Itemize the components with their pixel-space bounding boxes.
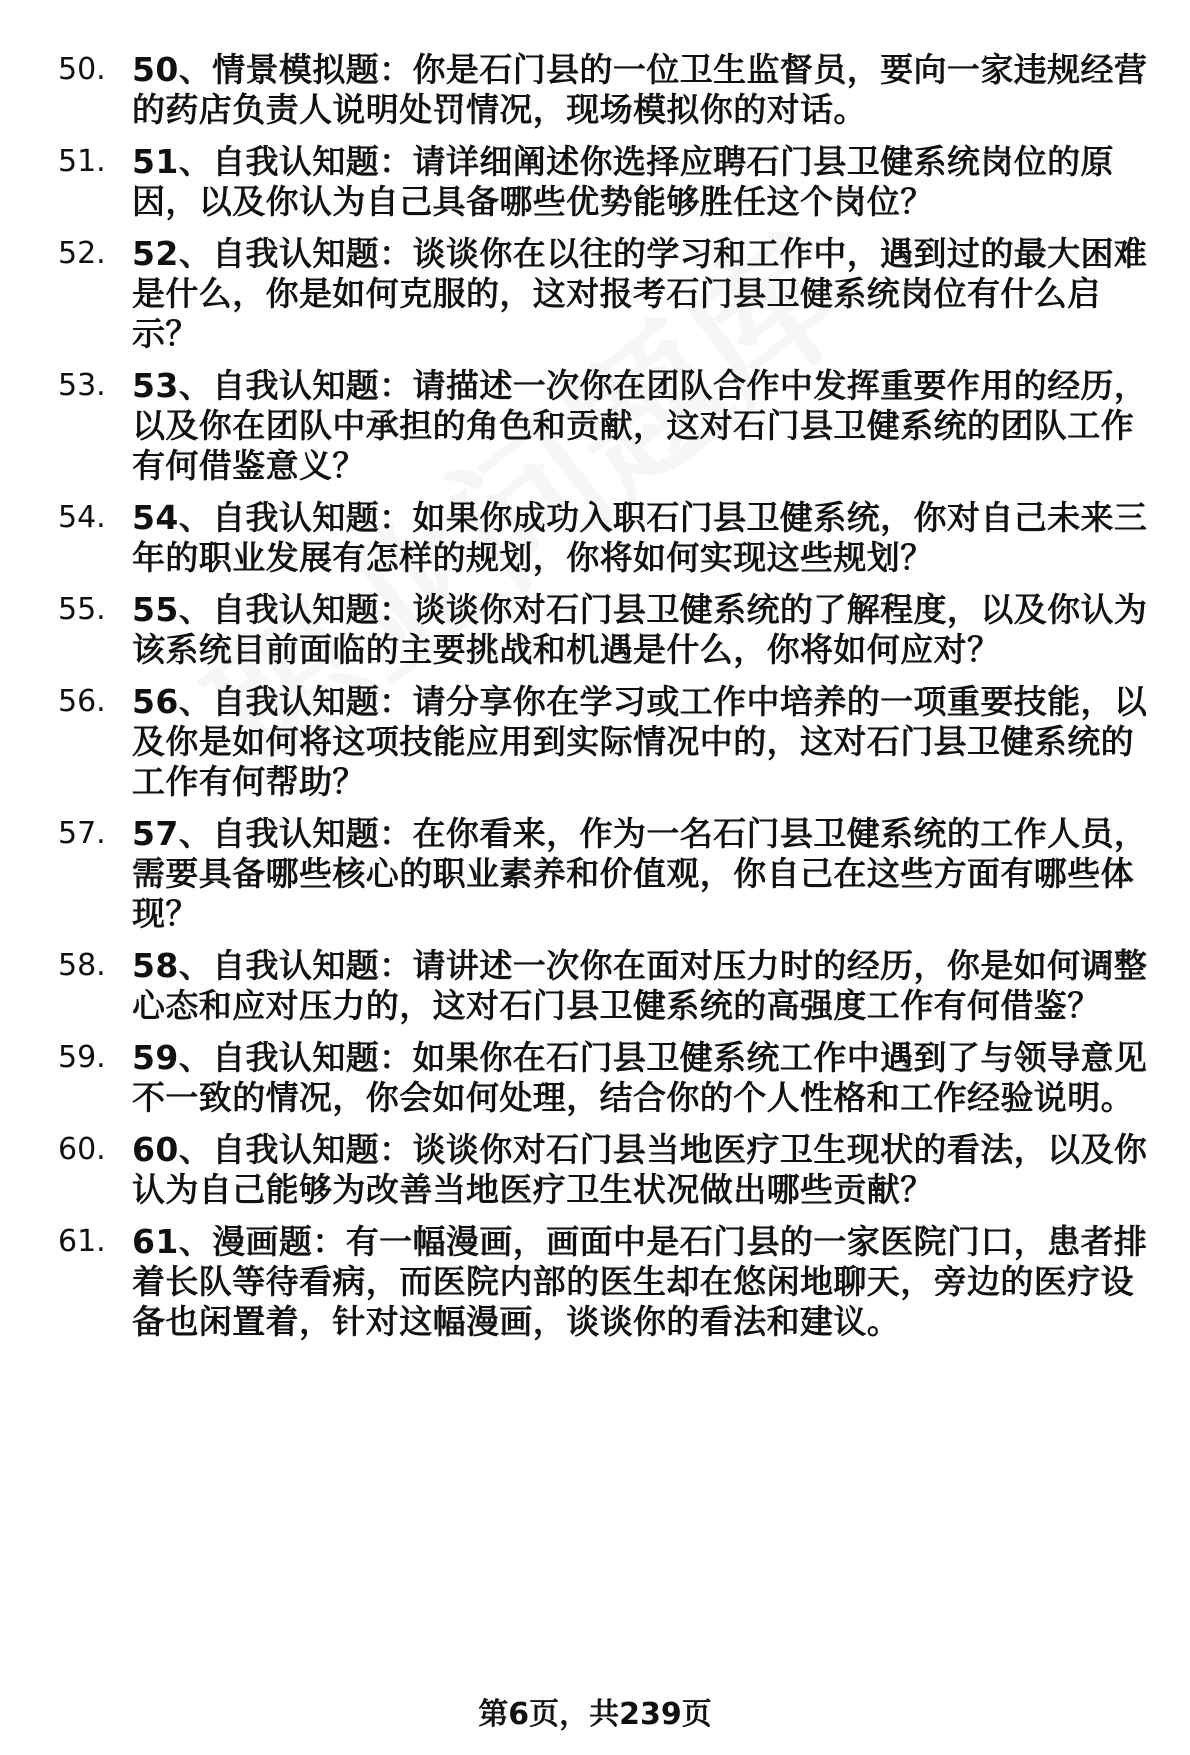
item-number: 50. (58, 52, 106, 87)
item-number: 61. (58, 1224, 106, 1259)
item-number: 52. (58, 236, 106, 271)
item-number: 55. (58, 592, 106, 627)
list-item (58, 142, 1158, 222)
question-text: 59、自我认知题：如果你在石门县卫健系统工作中遇到了与领导意见不一致的情况，你会如何处理，结合你的个人性格和工作经验说明。 (132, 1038, 1148, 1117)
list-item (58, 1222, 1158, 1342)
item-number: 56. (58, 684, 106, 719)
list-item (58, 814, 1158, 934)
question-text: 54、自我认知题：如果你成功入职石门县卫健系统，你对自己未来三年的职业发展有怎样的规划，你将如何实现这些规划？ (132, 498, 1148, 577)
question-text: 52、自我认知题：谈谈你在以往的学习和工作中，遇到过的最大困难是什么，你是如何克服的，这对报考石门县卫健系统岗位有什么启示？ (132, 234, 1148, 353)
question-text: 53、自我认知题：请描述一次你在团队合作中发挥重要作用的经历，以及你在团队中承担的角色和贡献，这对石门县卫健系统的团队工作有何借鉴意义？ (132, 366, 1148, 485)
question-text: 60、自我认知题：谈谈你对石门县当地医疗卫生现状的看法，以及你认为自己能够为改善当地医疗卫生状况做出哪些贡献？ (132, 1130, 1148, 1209)
list-item (58, 946, 1158, 1026)
item-number: 53. (58, 368, 106, 403)
list-item (58, 590, 1158, 670)
question-text: 58、自我认知题：请讲述一次你在面对压力时的经历，你是如何调整心态和应对压力的，这对石门县卫健系统的高强度工作有何借鉴？ (132, 946, 1148, 1025)
item-number: 59. (58, 1040, 106, 1075)
list-item (58, 1130, 1158, 1210)
question-text: 51、自我认知题：请详细阐述你选择应聘石门县卫健系统岗位的原因，以及你认为自己具备哪些优势能够胜任这个岗位？ (132, 142, 1114, 221)
question-text: 61、漫画题：有一幅漫画，画面中是石门县的一家医院门口，患者排着长队等待看病，而医院内部的医生却在悠闲地聊天，旁边的医疗设备也闲置着，针对这幅漫画，谈谈你的看法和建议。 (132, 1222, 1148, 1341)
question-text: 57、自我认知题：在你看来，作为一名石门县卫健系统的工作人员，需要具备哪些核心的职业素养和价值观，你自己在这些方面有哪些体现？ (132, 814, 1148, 933)
item-number: 58. (58, 948, 106, 983)
page-footer: 第6页，共239页 (478, 1697, 712, 1732)
item-number: 57. (58, 816, 106, 851)
list-item (58, 366, 1158, 486)
list-item (58, 498, 1158, 578)
question-text: 56、自我认知题：请分享你在学习或工作中培养的一项重要技能，以及你是如何将这项技能应用到实际情况中的，这对石门县卫健系统的工作有何帮助？ (132, 682, 1148, 801)
item-number: 54. (58, 500, 106, 535)
question-text: 55、自我认知题：谈谈你对石门县卫健系统的了解程度，以及你认为该系统目前面临的主要挑战和机遇是什么，你将如何应对？ (132, 590, 1148, 669)
question-list (58, 50, 1158, 1354)
item-number: 51. (58, 144, 106, 179)
list-item (58, 1038, 1158, 1118)
question-text: 50、情景模拟题：你是石门县的一位卫生监督员，要向一家违规经营的药店负责人说明处罚情况，现场模拟你的对话。 (132, 50, 1148, 129)
list-item (58, 234, 1158, 354)
list-item (58, 682, 1158, 802)
item-number: 60. (58, 1132, 106, 1167)
list-item (58, 50, 1158, 130)
